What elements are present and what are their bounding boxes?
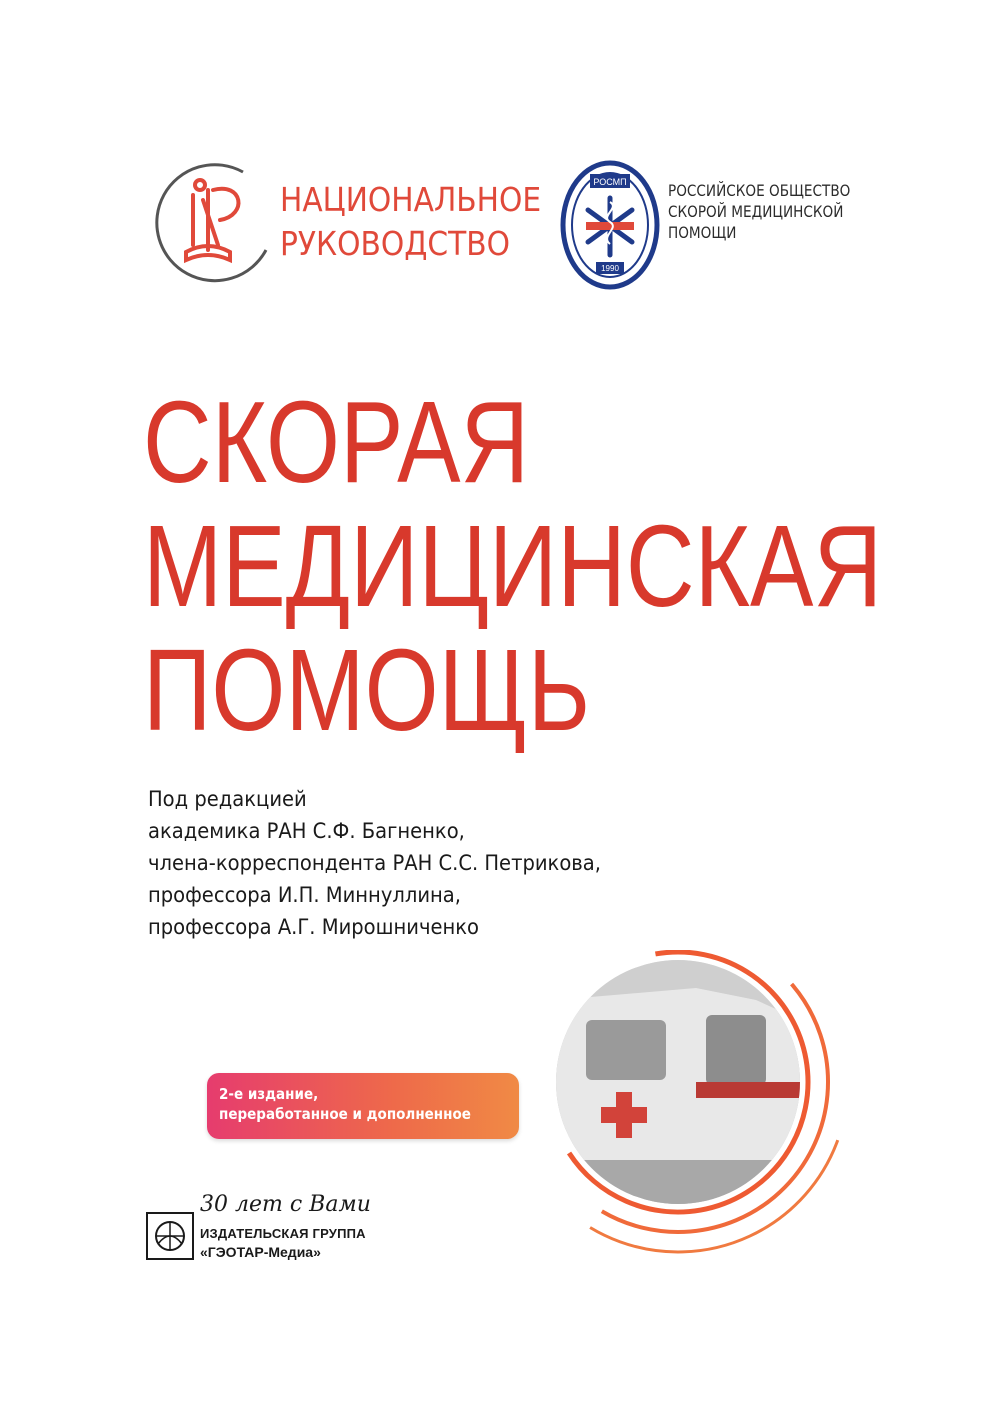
publisher-logo-icon	[146, 1212, 194, 1260]
title-line2: МЕДИЦИНСКАЯ	[143, 501, 883, 631]
national-guide-title	[280, 178, 570, 266]
editors-line: члена-корреспондента РАН С.С. Петрикова,	[148, 851, 601, 875]
editors-line: академика РАН С.Ф. Багненко,	[148, 819, 465, 843]
publisher-group: ИЗДАТЕЛЬСКАЯ ГРУППА	[200, 1226, 366, 1241]
editors-line: профессора А.Г. Мирошниченко	[148, 915, 480, 939]
emblem-top-label: РОСМП	[593, 177, 627, 187]
publisher-anniversary: 30 лет с Вами	[200, 1192, 371, 1217]
ambulance-icon	[556, 960, 800, 1204]
national-guide-line2: РУКОВОДСТВО	[280, 224, 511, 263]
society-line2: СКОРОЙ МЕДИЦИНСКОЙ	[668, 202, 844, 221]
title-line3: ПОМОЩЬ	[143, 625, 591, 755]
society-title	[668, 180, 883, 243]
edition-badge	[207, 1073, 519, 1139]
title-line1: СКОРАЯ	[143, 377, 530, 507]
national-guide-line1: НАЦИОНАЛЬНОЕ	[280, 180, 542, 219]
emblem-year-label: 1990	[601, 264, 619, 273]
edition-line1: 2-е издание,	[219, 1085, 319, 1103]
society-emblem-icon	[560, 160, 660, 290]
publisher-name: «ГЭОТАР-Медиа»	[200, 1244, 321, 1260]
edition-line2: переработанное и дополненное	[219, 1105, 471, 1123]
ambulance-photo	[556, 960, 800, 1204]
society-line1: РОССИЙСКОЕ ОБЩЕСТВО	[668, 181, 851, 200]
national-guide-logo-icon	[148, 160, 278, 290]
book-title	[143, 377, 1000, 755]
society-line3: ПОМОЩИ	[668, 223, 737, 242]
editors-line: Под редакцией	[148, 787, 307, 811]
editors-block	[148, 783, 635, 943]
editors-line: профессора И.П. Миннуллина,	[148, 883, 461, 907]
